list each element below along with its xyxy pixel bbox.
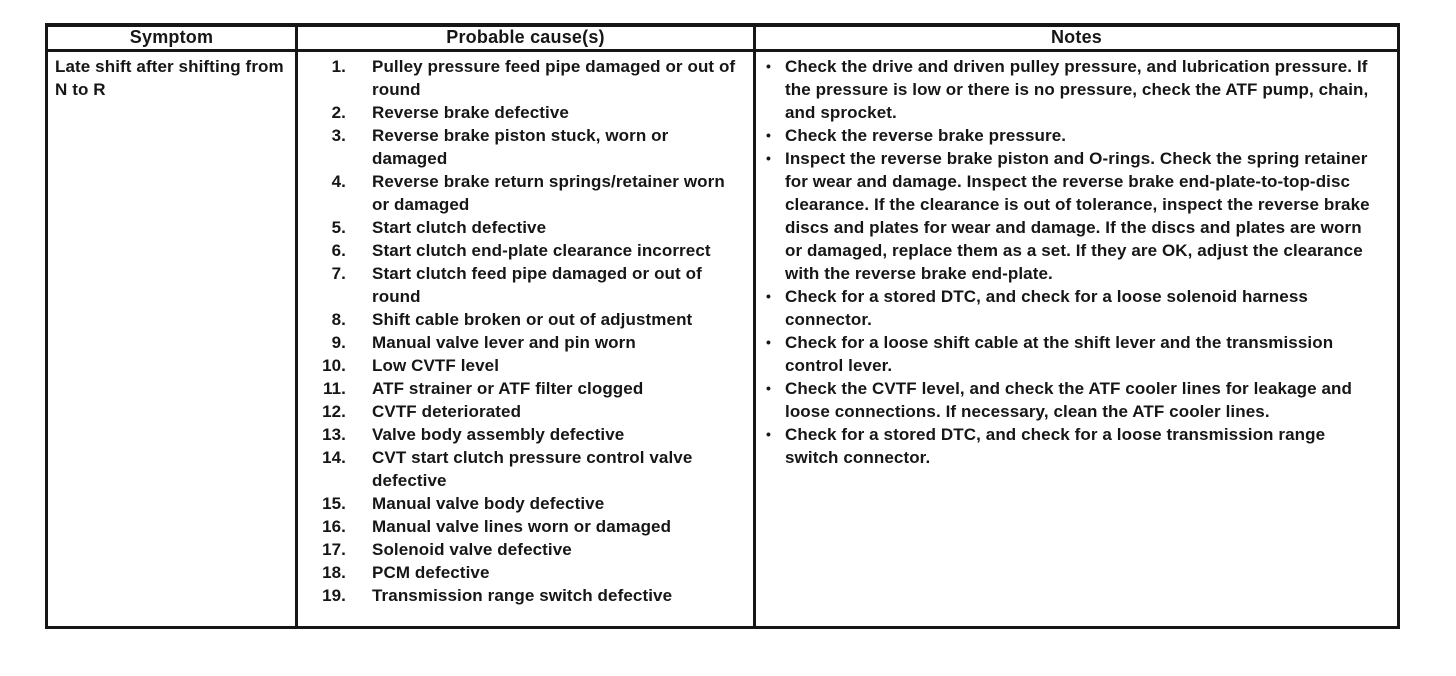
note-item — [766, 55, 1370, 124]
note-item — [766, 331, 1370, 377]
cause-item — [306, 170, 739, 216]
note-item — [766, 124, 1370, 147]
cause-number: 8. — [331, 310, 346, 329]
cause-item — [306, 55, 739, 101]
bullet-icon: • — [766, 426, 772, 442]
note-text: Check the reverse brake pressure. — [785, 126, 1067, 145]
cause-number: 15. — [322, 494, 346, 513]
bullet-icon: • — [766, 127, 772, 143]
cause-text: Shift cable broken or out of adjustment — [372, 310, 693, 329]
cause-item — [306, 308, 739, 331]
cause-item — [306, 262, 739, 308]
troubleshooting-table — [45, 23, 1400, 629]
header-symptom: Symptom — [48, 27, 298, 49]
cause-number: 1. — [331, 57, 346, 76]
table-body-row — [48, 52, 1397, 626]
bullet-icon: • — [766, 58, 772, 74]
cause-number: 12. — [322, 402, 346, 421]
note-text: Check for a loose shift cable at the shift lever and the transmission control lever. — [785, 333, 1334, 375]
cause-item — [306, 446, 739, 492]
cause-text: Transmission range switch defective — [372, 586, 673, 605]
cause-number: 17. — [322, 540, 346, 559]
cause-number: 10. — [322, 356, 346, 375]
cause-item — [306, 239, 739, 262]
cause-text: Start clutch end-plate clearance incorrect — [372, 241, 711, 260]
cause-text: Reverse brake return springs/retainer worn or damaged — [372, 172, 725, 214]
cause-text: CVT start clutch pressure control valve defective — [372, 448, 693, 490]
header-probable-causes: Probable cause(s) — [298, 27, 756, 49]
note-item — [766, 377, 1370, 423]
bullet-icon: • — [766, 334, 772, 350]
cause-number: 2. — [331, 103, 346, 122]
cause-text: Reverse brake defective — [372, 103, 569, 122]
notes-list — [766, 55, 1370, 469]
cause-text: CVTF deteriorated — [372, 402, 522, 421]
cause-number: 9. — [331, 333, 346, 352]
note-text: Check the CVTF level, and check the ATF cooler lines for leakage and loose connections. If necessary, clean the ATF cooler lines. — [785, 379, 1353, 421]
table-header-row — [48, 27, 1397, 52]
notes-cell — [756, 52, 1397, 626]
note-item — [766, 285, 1370, 331]
cause-number: 19. — [322, 586, 346, 605]
cause-number: 6. — [331, 241, 346, 260]
cause-text: Manual valve body defective — [372, 494, 605, 513]
cause-text: Pulley pressure feed pipe damaged or out of round — [372, 57, 736, 99]
cause-text: Reverse brake piston stuck, worn or damaged — [372, 126, 669, 168]
cause-number: 7. — [331, 264, 346, 283]
note-text: Check the drive and driven pulley pressure, and lubrication pressure. If the pressure is low or there is no pressure, check the ATF pump, chain, and sprocket. — [785, 57, 1369, 122]
causes-cell — [298, 52, 756, 626]
cause-text: Start clutch defective — [372, 218, 547, 237]
cause-item — [306, 584, 739, 607]
cause-number: 13. — [322, 425, 346, 444]
cause-item — [306, 101, 739, 124]
cause-item — [306, 492, 739, 515]
cause-item — [306, 124, 739, 170]
cause-text: Solenoid valve defective — [372, 540, 572, 559]
note-item — [766, 147, 1370, 285]
causes-list — [306, 55, 739, 607]
cause-item — [306, 216, 739, 239]
cause-item — [306, 354, 739, 377]
cause-item — [306, 423, 739, 446]
cause-number: 4. — [331, 172, 346, 191]
cause-text: PCM defective — [372, 563, 490, 582]
cause-text: Start clutch feed pipe damaged or out of round — [372, 264, 702, 306]
bullet-icon: • — [766, 380, 772, 396]
cause-number: 14. — [322, 448, 346, 467]
note-text: Inspect the reverse brake piston and O-rings. Check the spring retainer for wear and damage. Inspect the reverse brake end-plate-to-top-disc clearance. If the clearance is out of tolerance, inspect the reverse brake discs and plates for wear and damage. If the discs and plates are worn or damaged, replace them as a set. If they are OK, adjust the clearance with the reverse brake end-plate. — [785, 149, 1370, 283]
cause-text: Manual valve lines worn or damaged — [372, 517, 672, 536]
cause-number: 16. — [322, 517, 346, 536]
cause-item — [306, 377, 739, 400]
symptom-cell — [48, 52, 298, 626]
cause-text: Manual valve lever and pin worn — [372, 333, 636, 352]
note-text: Check for a stored DTC, and check for a loose transmission range switch connector. — [785, 425, 1326, 467]
header-notes: Notes — [1050, 27, 1102, 47]
cause-text: Valve body assembly defective — [372, 425, 625, 444]
cause-item — [306, 331, 739, 354]
cause-item — [306, 561, 739, 584]
cause-number: 11. — [323, 379, 346, 398]
cause-item — [306, 538, 739, 561]
cause-item — [306, 400, 739, 423]
note-item — [766, 423, 1370, 469]
cause-number: 18. — [322, 563, 346, 582]
note-text: Check for a stored DTC, and check for a loose solenoid harness connector. — [785, 287, 1308, 329]
symptom-text: Late shift after shifting from N to R — [55, 57, 284, 99]
cause-text: ATF strainer or ATF filter clogged — [372, 379, 644, 398]
cause-number: 3. — [331, 126, 346, 145]
bullet-icon: • — [766, 288, 772, 304]
bullet-icon: • — [766, 150, 772, 166]
cause-item — [306, 515, 739, 538]
cause-number: 5. — [331, 218, 346, 237]
cause-text: Low CVTF level — [372, 356, 500, 375]
